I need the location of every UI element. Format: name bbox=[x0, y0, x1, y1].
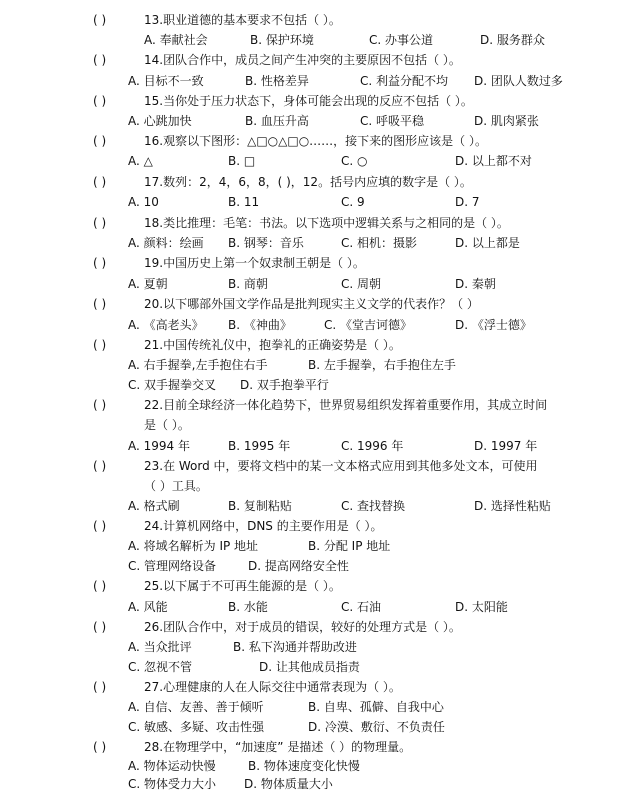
option-b[interactable]: B. 性格差异 bbox=[245, 74, 309, 88]
option-d[interactable]: D. 提高网络安全性 bbox=[248, 559, 349, 573]
option-b[interactable]: B. 自卑、孤僻、自我中心 bbox=[308, 700, 444, 714]
question-text: 26.团队合作中，对于成员的错误，较好的处理方式是（ ）。 bbox=[144, 620, 461, 634]
option-c[interactable]: C. 办事公道 bbox=[369, 33, 434, 47]
option-b[interactable]: B. 《神曲》 bbox=[228, 318, 292, 332]
answer-blank[interactable]: ( ) bbox=[93, 398, 107, 412]
option-a[interactable]: A. 目标不一致 bbox=[128, 74, 204, 88]
option-a[interactable]: A. 将域名解析为 IP 地址 bbox=[128, 539, 259, 553]
answer-blank[interactable]: ( ) bbox=[93, 13, 107, 27]
option-b[interactable]: B. 保护环境 bbox=[250, 33, 314, 47]
question-text: 20.以下哪部外国文学作品是批判现实主义文学的代表作？（ ） bbox=[144, 297, 479, 311]
answer-blank[interactable]: ( ) bbox=[93, 620, 107, 634]
answer-blank[interactable]: ( ) bbox=[93, 53, 107, 67]
question-text: 23.在 Word 中，要将文档中的某一文本格式应用到其他多处文本，可使用 bbox=[144, 459, 538, 473]
option-c[interactable]: C. 《堂吉诃德》 bbox=[324, 318, 413, 332]
option-b[interactable]: B. 血压升高 bbox=[245, 114, 309, 128]
option-a[interactable]: A. 自信、友善、善于倾听 bbox=[128, 700, 264, 714]
question-text: 18.类比推理：毛笔：书法。以下选项中逻辑关系与之相同的是（ ）。 bbox=[144, 216, 509, 230]
option-d[interactable]: D. 冷漠、敷衍、不负责任 bbox=[308, 720, 445, 734]
question-text: 16.观察以下图形：△□○△□○……，接下来的图形应该是（ ）。 bbox=[144, 134, 487, 148]
option-a[interactable]: A. 右手握拳,左手抱住右手 bbox=[128, 358, 268, 372]
option-a[interactable]: A. 心跳加快 bbox=[128, 114, 192, 128]
option-c[interactable]: C. 管理网络设备 bbox=[128, 559, 217, 573]
question-text: 14.团队合作中，成员之间产生冲突的主要原因不包括（ ）。 bbox=[144, 53, 461, 67]
option-b[interactable]: B. 私下沟通并帮助改进 bbox=[233, 640, 357, 654]
answer-blank[interactable]: ( ) bbox=[93, 519, 107, 533]
option-b[interactable]: B. □ bbox=[228, 154, 256, 168]
answer-blank[interactable]: ( ) bbox=[93, 175, 107, 189]
answer-blank[interactable]: ( ) bbox=[93, 579, 107, 593]
option-d[interactable]: D. 7 bbox=[455, 195, 480, 209]
question-text: 19.中国历史上第一个奴隶制王朝是（ ）。 bbox=[144, 256, 365, 270]
option-b[interactable]: B. 1995 年 bbox=[228, 439, 291, 453]
option-a[interactable]: A. 奉献社会 bbox=[144, 33, 208, 47]
option-b[interactable]: B. 分配 IP 地址 bbox=[308, 539, 391, 553]
option-b[interactable]: B. 物体速度变化快慢 bbox=[248, 759, 360, 773]
option-b[interactable]: B. 水能 bbox=[228, 600, 268, 614]
answer-blank[interactable]: ( ) bbox=[93, 680, 107, 694]
option-c[interactable]: C. 呼吸平稳 bbox=[360, 114, 425, 128]
option-c[interactable]: C. 1996 年 bbox=[341, 439, 404, 453]
option-a[interactable]: A. 《高老头》 bbox=[128, 318, 204, 332]
option-d[interactable]: D. 以上都不对 bbox=[455, 154, 532, 168]
question-text: 15.当你处于压力状态下，身体可能会出现的反应不包括（ ）。 bbox=[144, 94, 473, 108]
option-c[interactable]: C. 双手握拳交叉 bbox=[128, 378, 217, 392]
option-a[interactable]: A. 风能 bbox=[128, 600, 168, 614]
question-text-continued: （ ）工具。 bbox=[144, 479, 208, 493]
answer-blank[interactable]: ( ) bbox=[93, 459, 107, 473]
option-d[interactable]: D. 以上都是 bbox=[455, 236, 520, 250]
option-c[interactable]: C. 敏感、多疑、攻击性强 bbox=[128, 720, 265, 734]
option-a[interactable]: A. 当众批评 bbox=[128, 640, 192, 654]
question-text: 25.以下属于不可再生能源的是（ ）。 bbox=[144, 579, 341, 593]
answer-blank[interactable]: ( ) bbox=[93, 94, 107, 108]
option-b[interactable]: B. 钢琴：音乐 bbox=[228, 236, 304, 250]
option-d[interactable]: D. 物体质量大小 bbox=[244, 777, 333, 791]
answer-blank[interactable]: ( ) bbox=[93, 740, 107, 754]
option-c[interactable]: C. 石油 bbox=[341, 600, 382, 614]
option-a[interactable]: A. 格式刷 bbox=[128, 499, 180, 513]
question-text: 24.计算机网络中，DNS 的主要作用是（ ）。 bbox=[144, 519, 383, 533]
option-b[interactable]: B. 商朝 bbox=[228, 277, 268, 291]
option-b[interactable]: B. 复制粘贴 bbox=[228, 499, 292, 513]
question-text: 13.职业道德的基本要求不包括（ ）。 bbox=[144, 13, 341, 27]
option-c[interactable]: C. 相机：摄影 bbox=[341, 236, 418, 250]
option-c[interactable]: C. 9 bbox=[341, 195, 365, 209]
option-a[interactable]: A. 颜料：绘画 bbox=[128, 236, 204, 250]
question-text: 27.心理健康的人在人际交往中通常表现为（ ）。 bbox=[144, 680, 401, 694]
option-c[interactable]: C. 周朝 bbox=[341, 277, 382, 291]
option-a[interactable]: A. △ bbox=[128, 154, 153, 168]
option-d[interactable]: D. 《浮士德》 bbox=[455, 318, 532, 332]
answer-blank[interactable]: ( ) bbox=[93, 338, 107, 352]
option-d[interactable]: D. 1997 年 bbox=[474, 439, 538, 453]
option-d[interactable]: D. 选择性粘贴 bbox=[474, 499, 551, 513]
option-d[interactable]: D. 团队人数过多 bbox=[474, 74, 563, 88]
option-c[interactable]: C. 忽视不管 bbox=[128, 660, 193, 674]
option-d[interactable]: D. 让其他成员指责 bbox=[259, 660, 360, 674]
option-d[interactable]: D. 秦朝 bbox=[455, 277, 496, 291]
answer-blank[interactable]: ( ) bbox=[93, 134, 107, 148]
option-c[interactable]: C. 查找替换 bbox=[341, 499, 406, 513]
question-text-continued: 是（ ）。 bbox=[144, 418, 190, 432]
question-text: 17.数列：2，4，6，8，( )，12。括号内应填的数字是（ ）。 bbox=[144, 175, 472, 189]
option-c[interactable]: C. 利益分配不均 bbox=[360, 74, 449, 88]
option-b[interactable]: B. 11 bbox=[228, 195, 260, 209]
option-a[interactable]: A. 物体运动快慢 bbox=[128, 759, 216, 773]
answer-blank[interactable]: ( ) bbox=[93, 256, 107, 270]
option-c[interactable]: C. ○ bbox=[341, 154, 368, 168]
option-d[interactable]: D. 双手抱拳平行 bbox=[240, 378, 329, 392]
option-c[interactable]: C. 物体受力大小 bbox=[128, 777, 217, 791]
option-d[interactable]: D. 服务群众 bbox=[480, 33, 545, 47]
option-a[interactable]: A. 1994 年 bbox=[128, 439, 190, 453]
question-text: 22.目前全球经济一体化趋势下，世界贸易组织发挥着重要作用，其成立时间 bbox=[144, 398, 548, 412]
option-d[interactable]: D. 太阳能 bbox=[455, 600, 508, 614]
question-text: 28.在物理学中，“加速度” 是描述（ ）的物理量。 bbox=[144, 740, 412, 754]
option-a[interactable]: A. 夏朝 bbox=[128, 277, 168, 291]
answer-blank[interactable]: ( ) bbox=[93, 297, 107, 311]
option-a[interactable]: A. 10 bbox=[128, 195, 159, 209]
option-d[interactable]: D. 肌肉紧张 bbox=[474, 114, 539, 128]
answer-blank[interactable]: ( ) bbox=[93, 216, 107, 230]
option-b[interactable]: B. 左手握拳，右手抱住左手 bbox=[308, 358, 456, 372]
question-text: 21.中国传统礼仪中，抱拳礼的正确姿势是（ ）。 bbox=[144, 338, 401, 352]
